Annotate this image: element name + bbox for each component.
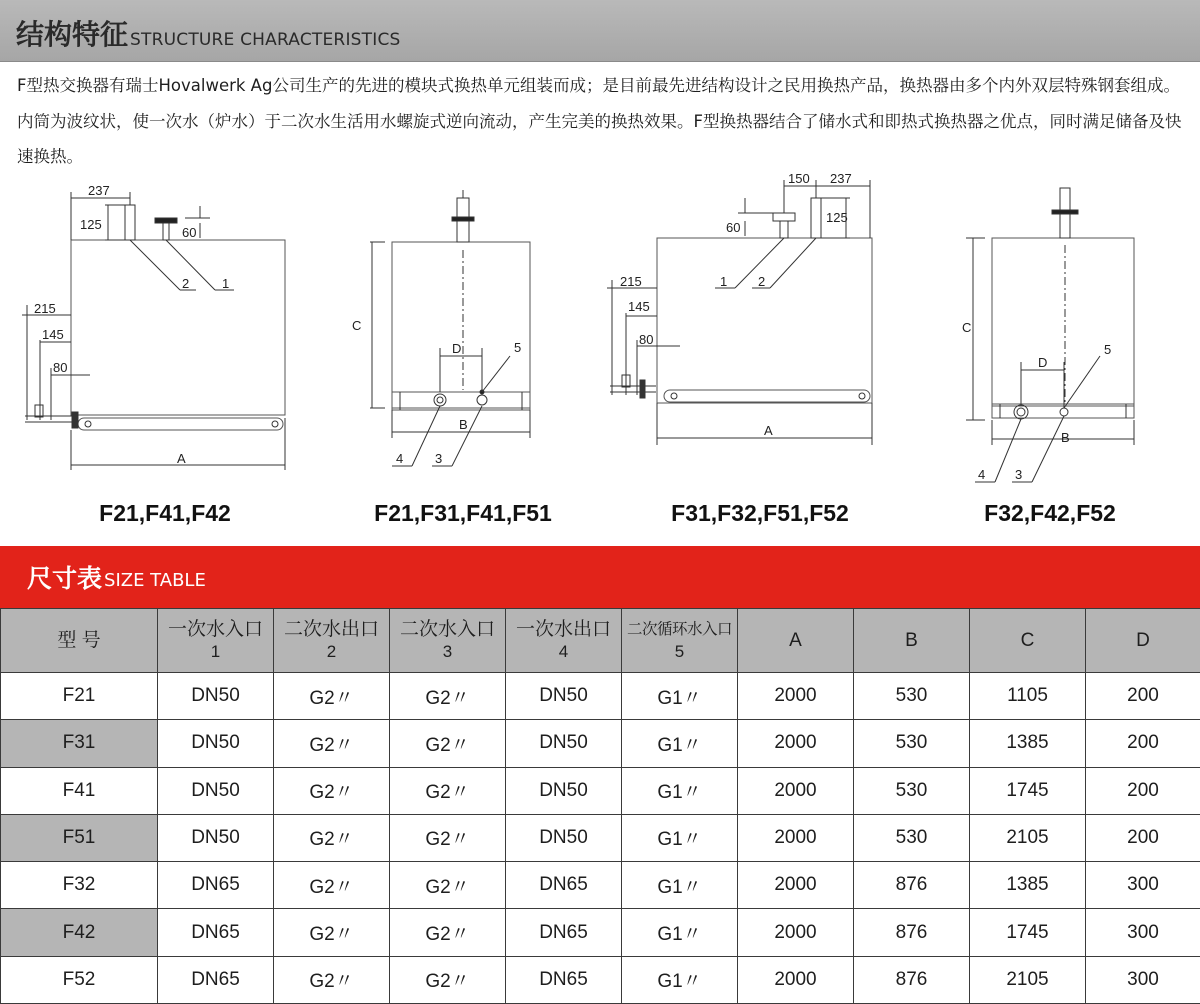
d1-part-2: 2: [182, 276, 190, 291]
d2-part-3: 3: [435, 451, 443, 466]
cell: G2〃: [390, 814, 506, 861]
cell: DN50: [158, 767, 274, 814]
header-secondary-outlet: 二次水出口 2: [274, 609, 390, 673]
cell: G2〃: [390, 720, 506, 767]
d3-part-1: 1: [720, 274, 728, 289]
table-row: [1, 956, 1200, 1003]
d2-dim-d: D: [452, 341, 462, 356]
d3-dim-215: 215: [620, 274, 642, 289]
header-a: A: [738, 609, 854, 673]
size-table: [0, 608, 1200, 1004]
cell-model: F31: [1, 720, 158, 767]
cell: 200: [1086, 673, 1200, 720]
drawing-caption-4: F32,F42,F52: [984, 500, 1116, 526]
cell: G1〃: [622, 720, 738, 767]
d3-dim-150: 150: [788, 171, 810, 186]
d4-part-4: 4: [978, 467, 986, 482]
cell: 1745: [970, 767, 1086, 814]
cell: G2〃: [390, 673, 506, 720]
cell: 2105: [970, 956, 1086, 1003]
cell: 200: [1086, 767, 1200, 814]
cell: 300: [1086, 862, 1200, 909]
cell: 876: [854, 956, 970, 1003]
cell-model: F41: [1, 767, 158, 814]
cell: 530: [854, 814, 970, 861]
section-title-en: STRUCTURE CHARACTERISTICS: [130, 30, 401, 50]
cell: 200: [1086, 720, 1200, 767]
cell: 2000: [738, 673, 854, 720]
cell: 530: [854, 767, 970, 814]
cell: G2〃: [274, 673, 390, 720]
drawing-front-view-4: [966, 188, 1134, 482]
cell: 1745: [970, 909, 1086, 956]
cell: G1〃: [622, 767, 738, 814]
cell: 1385: [970, 862, 1086, 909]
section-header-structure: [0, 0, 1200, 62]
cell: G2〃: [390, 862, 506, 909]
d3-dim-145: 145: [628, 299, 650, 314]
technical-drawings: [0, 170, 1200, 550]
d3-dim-80: 80: [639, 332, 654, 347]
cell: DN50: [506, 720, 622, 767]
cell: DN50: [506, 673, 622, 720]
d1-dim-215: 215: [34, 301, 56, 316]
drawing-caption-2: F21,F31,F41,F51: [374, 500, 552, 526]
table-row: [1, 720, 1200, 767]
cell: 876: [854, 862, 970, 909]
d3-dim-60: 60: [726, 220, 741, 235]
header-c: C: [970, 609, 1086, 673]
cell: 1385: [970, 720, 1086, 767]
cell: G2〃: [274, 814, 390, 861]
cell: DN50: [158, 814, 274, 861]
cell: 1105: [970, 673, 1086, 720]
d1-dim-125: 125: [80, 217, 102, 232]
d2-dim-c: C: [352, 318, 362, 333]
cell: G1〃: [622, 956, 738, 1003]
cell: DN65: [506, 862, 622, 909]
cell: 2000: [738, 956, 854, 1003]
d2-part-5: 5: [514, 340, 522, 355]
d3-dim-125: 125: [826, 210, 848, 225]
d1-dim-60: 60: [182, 225, 197, 240]
d4-dim-c: C: [962, 320, 972, 335]
cell: 530: [854, 720, 970, 767]
cell: G1〃: [622, 814, 738, 861]
d3-dim-a: A: [764, 423, 773, 438]
cell: G2〃: [390, 909, 506, 956]
d3-part-2: 2: [758, 274, 766, 289]
header-model: 型 号: [1, 609, 158, 673]
table-row: [1, 862, 1200, 909]
d1-dim-80: 80: [53, 360, 68, 375]
cell: 2000: [738, 814, 854, 861]
cell-model: F42: [1, 909, 158, 956]
cell-model: F32: [1, 862, 158, 909]
cell: DN50: [506, 767, 622, 814]
cell: G2〃: [274, 862, 390, 909]
cell: G2〃: [390, 956, 506, 1003]
header-primary-inlet: 一次水入口 1: [158, 609, 274, 673]
cell: 200: [1086, 814, 1200, 861]
drawings-svg: [0, 170, 1200, 550]
cell-model: F21: [1, 673, 158, 720]
section-header-size-table: [0, 546, 1200, 608]
cell-model: F52: [1, 956, 158, 1003]
cell: 530: [854, 673, 970, 720]
table-row: [1, 673, 1200, 720]
header-b: B: [854, 609, 970, 673]
cell: G2〃: [274, 767, 390, 814]
description-paragraph: F型热交换器有瑞士Hovalwerk Ag公司生产的先进的模块式换热单元组装而成；是目前最先进结构设计之民用换热产品，换热器由多个内外双层特殊钢套组成。内筒为波纹状，使一次水（炉水）于二次水生活用水螺旋式逆向流动，产生完美的换热效果。F型换热器结合了储水式和即热式换热器之优点，同时满足储备及快速换热。: [17, 76, 1182, 166]
size-table-title-cn: 尺寸表: [27, 564, 103, 593]
cell: DN65: [506, 909, 622, 956]
d4-part-5: 5: [1104, 342, 1112, 357]
d4-dim-b: B: [1061, 430, 1070, 445]
drawing-front-view-2: [370, 190, 530, 466]
cell: DN65: [158, 956, 274, 1003]
cell: DN65: [158, 909, 274, 956]
d2-dim-b: B: [459, 417, 468, 432]
drawing-caption-3: F31,F32,F51,F52: [671, 500, 849, 526]
d2-part-4: 4: [396, 451, 404, 466]
table-header-row: [1, 609, 1200, 673]
header-secondary-inlet: 二次水入口 3: [390, 609, 506, 673]
header-circulation-inlet: 二次循环水入口 5: [622, 609, 738, 673]
cell: G1〃: [622, 673, 738, 720]
cell: 876: [854, 909, 970, 956]
cell: 2105: [970, 814, 1086, 861]
cell: DN65: [506, 956, 622, 1003]
table-row: [1, 909, 1200, 956]
cell: DN50: [158, 720, 274, 767]
table-row: [1, 767, 1200, 814]
cell: 2000: [738, 909, 854, 956]
d4-dim-d: D: [1038, 355, 1048, 370]
d3-dim-237: 237: [830, 171, 852, 186]
d1-dim-a: A: [177, 451, 186, 466]
cell: 2000: [738, 767, 854, 814]
cell: DN65: [158, 862, 274, 909]
section-title-cn: 结构特征: [16, 18, 129, 51]
d1-dim-145: 145: [42, 327, 64, 342]
d4-part-3: 3: [1015, 467, 1023, 482]
cell: DN50: [506, 814, 622, 861]
cell: G1〃: [622, 909, 738, 956]
d1-dim-237: 237: [88, 183, 110, 198]
cell-model: F51: [1, 814, 158, 861]
drawing-caption-1: F21,F41,F42: [99, 500, 231, 526]
cell: 300: [1086, 956, 1200, 1003]
header-primary-outlet: 一次水出口 4: [506, 609, 622, 673]
cell: 2000: [738, 720, 854, 767]
header-d: D: [1086, 609, 1200, 673]
cell: G2〃: [274, 909, 390, 956]
cell: 300: [1086, 909, 1200, 956]
table-row: [1, 814, 1200, 861]
cell: 2000: [738, 862, 854, 909]
size-table-title-en: SIZE TABLE: [104, 569, 206, 591]
cell: G2〃: [274, 720, 390, 767]
cell: G1〃: [622, 862, 738, 909]
d1-part-1: 1: [222, 276, 230, 291]
cell: G2〃: [274, 956, 390, 1003]
cell: G2〃: [390, 767, 506, 814]
cell: DN50: [158, 673, 274, 720]
